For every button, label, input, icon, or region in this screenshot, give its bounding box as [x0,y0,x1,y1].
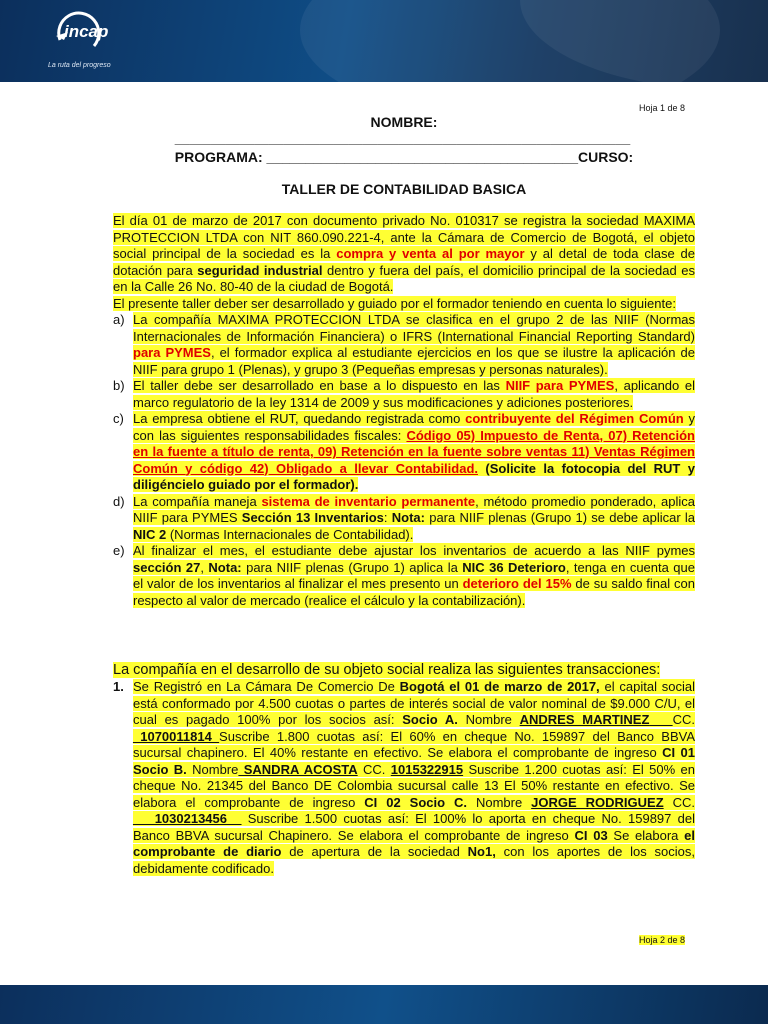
item-text: La compañía MAXIMA PROTECCION LTDA se clasifica en el grupo 2 de las NIIF (Normas Internacionales de Información Financiera) o IFRS (International Financial Reporting Standard) [133,312,695,344]
t-bold: el comprobante de diario [133,827,695,859]
intro-text: El día 01 de marzo de 2017 con documento privado No. 010317 se registra la sociedad MAXIMA PROTECCION LTDA con NIT 860.090.221-4, ante la Cámara de Comercio de Bogotá, el objeto social principal de la sociedad es la [113,213,695,261]
t-text: CC. [357,761,391,777]
t-text: Suscribe 1.200 cuotas así: El 50% en cheque No. 21345 del Banco DE Colombia sucursal calle 13 El 50% restante en efectivo. Se elabora el comprobante de ingreso [133,761,696,810]
t-bold: No1, [467,844,496,859]
t-text: CC. [672,712,696,727]
item-text: y con las siguientes responsabilidades fiscales: [133,411,695,443]
list-item-e [113,543,695,609]
item-label: e) [113,543,125,558]
t-bold-underline: 1015322915 [390,761,464,777]
item-text: La compañía maneja [133,493,262,509]
t-bold: CI 02 Socio C. [364,794,467,810]
t-text: Suscribe 1.800 cuotas así: El 60% en cheque No. 159897 del Banco BBVA sucursal chapinero. El 40% restante en efectivo. Se elabora el comprobante de ingreso [133,728,695,760]
document-title: TALLER DE CONTABILIDAD BASICA [281,181,527,197]
t-bold-underline: SANDRA ACOSTA [238,761,358,777]
item-text: para NIIF plenas (Grupo 1) se debe aplicar la [424,510,696,525]
item-label: a) [113,312,125,327]
item-label: d) [113,493,125,509]
footer-banner [0,985,768,1024]
list-item-d [113,494,695,544]
item-bold: (Solicite la fotocopia del RUT y diligéncielo guiado por el formador). [133,460,695,492]
item-highlight: contribuyente del Régimen Común [465,411,684,426]
t-bold-underline: _1070011814_ [133,728,220,744]
t-bold: CI 01 Socio B. [133,745,696,777]
item-text: , tenga en cuenta que el valor de los inventarios al finalizar el mes presento un [133,559,695,591]
transaction-1 [113,679,695,877]
t-underline [649,712,672,727]
item-text: , [200,559,209,575]
nombre-label: NOMBRE: [370,114,438,130]
item-bold: Nota: [208,559,242,575]
item-bold: sección 27 [133,559,201,575]
item-highlight: deterioro del 15% [462,576,572,591]
t-bold: Bogotá el 01 de marzo de 2017, [399,679,600,694]
item-highlight-underline: Código 05) Impuesto de Renta, 07) Retención en la fuente a título de renta, 09) Retención en la fuente sobre ventas 11) Ventas Régimen Común y código 42) Obligado a llevar Contabilidad. [133,427,695,476]
t-bold-underline: ANDRES MARTINEZ [519,712,650,727]
curso-label: CURSO: [578,149,634,165]
t-bold-underline: JORGE RODRIGUEZ [531,794,664,810]
transactions-intro [113,661,695,679]
item-label: c) [113,411,124,426]
item-text: El taller debe ser desarrollado en base a lo dispuesto en las [133,378,506,393]
intro-text: El presente taller deber ser desarrollado y guiado por el formador teniendo en cuenta lo siguiente: [113,295,676,311]
intro-text: dentro y fuera del país, el domicilio principal de la sociedad es en la Calle 26 No. 80-40 de la ciudad de Bogotá. [113,262,695,294]
item-text: , método promedio ponderado, aplica NIIF para PYMES [133,493,695,525]
t-text: Nombre [186,761,239,777]
t-text: Suscribe 1.500 cuotas así: El 100% lo aporta en cheque No. 159897 del Banco BBVA sucursal Chapinero. Se elabora el comprobante de ingreso [133,811,695,843]
transactions-intro-text: La compañía en el desarrollo de su objeto social realiza las siguientes transacciones: [113,662,661,678]
t-bold-underline: ___1030213456__ [133,811,242,826]
t-text: el capital social está conformado por 4.500 cuotas o partes de interés social de valor nominal de $9.000 C/U, el cual es pagado 100% por los socios así: [133,679,695,727]
intro-paragraph [113,213,695,296]
programa-line: ________________________________________ [266,149,578,165]
t-text: Se elabora [607,827,685,843]
transactions-section [113,661,695,877]
item-label: b) [113,378,125,393]
item-bold: NIC 36 Deterioro [462,559,566,575]
page-number-1: Hoja 1 de 8 [639,103,686,113]
item-text: (Normas Internacionales de Contabilidad). [166,526,414,542]
intro-bold: seguridad industrial [197,262,323,278]
item-text: para NIIF plenas (Grupo 1) aplica la [241,559,463,575]
t-text: Nombre [467,794,532,810]
item-highlight: NIIF para PYMES [505,378,615,393]
logo-tagline: La ruta del progreso [48,62,111,69]
item-text: , el formador explica al estudiante ejercicios en los que se ilustre la aplicación de NIIF para grupo 1 (Plenas), y grupo 3 (Pequeñas empresas y personas naturales). [133,345,695,377]
intro-paragraph-2 [113,296,695,313]
nombre-line: _______________________________________________________________ [174,131,631,146]
item-text: : [383,510,392,525]
item-text: de su saldo final con respecto al valor de mercado (realice el cálculo y la contabilización). [133,576,696,608]
header-banner [0,0,768,82]
intro-section [113,213,695,609]
item-text: La empresa obtiene el RUT, quedando registrada como [133,411,466,426]
page-number-2-text: Hoja 2 de 8 [639,935,686,945]
list-item-c [113,411,695,494]
t-text: de apertura de la sociedad [281,844,468,859]
list-item-b [113,378,695,411]
t-text: con los aportes de los socios, debidamente codificado. [133,844,695,876]
item-bold: Nota: [391,510,425,525]
t-bold: CI 03 [574,827,608,843]
t-bold: Socio A. [402,712,458,727]
t-text: CC. [663,794,695,810]
intro-highlight: compra y venta al por mayor [336,246,525,261]
item-bold: NIC 2 [133,526,167,542]
page-number-2 [639,935,685,945]
t-text: Se Registró en La Cámara De Comercio De [133,679,400,694]
item-highlight: para PYMES [133,345,211,360]
t-text: Nombre [457,712,520,727]
programa-row [113,149,695,165]
intro-text: y al detal de toda clase de dotación para [113,246,695,278]
item-bold: Sección 13 Inventarios [241,510,384,525]
item-highlight: sistema de inventario permanente [261,493,476,509]
item-text: , aplicando el marco regulatorio de la ley 1314 de 2009 y sus modificaciones y adiciones posteriores. [133,378,696,410]
item-text: Al finalizar el mes, el estudiante debe ajustar los inventarios de acuerdo a las NIIF pymes [133,543,695,558]
transaction-label: 1. [113,679,124,694]
logo-text: incap [64,22,109,41]
programa-label: PROGRAMA: [174,149,263,165]
list-item-a [113,312,695,378]
